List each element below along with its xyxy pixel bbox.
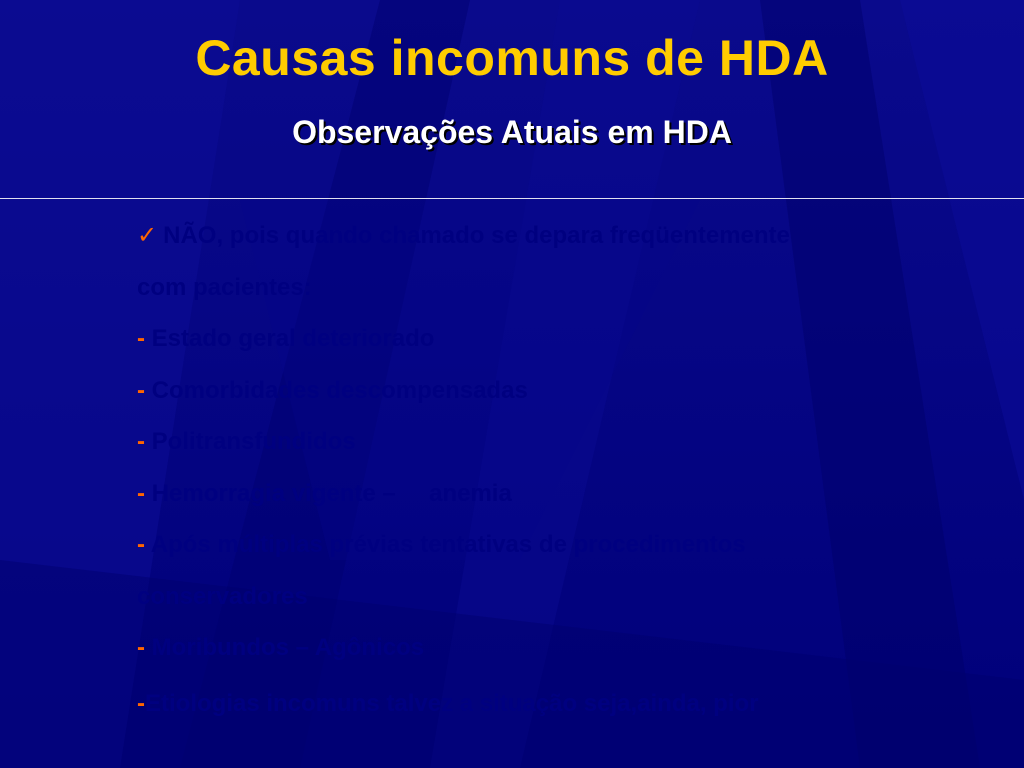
list-item-text: Estado geral deteriorado [151, 325, 435, 352]
list-item-last [137, 684, 937, 736]
intro-text-1: NÃO, pois quando chamado se depara freqüentemente [163, 222, 790, 249]
list-item [137, 422, 937, 474]
slide-body [137, 216, 937, 735]
list-item-text: Moribundos – Agônicos [151, 634, 425, 661]
list-item-text: Etiologias incomuns talvez a situação seja,ainda, pior [145, 689, 759, 717]
list-item-text: Após múltiplas prévias tentativas de procedimentos [150, 531, 746, 558]
dash-bullet: - [137, 428, 152, 455]
list-item-text: Comorbidades descompensadas [151, 376, 528, 404]
list-item-continuation: conservadores [137, 582, 308, 610]
dash-bullet: - [137, 479, 152, 507]
list-item [137, 628, 937, 680]
title-divider [0, 198, 1024, 199]
list-item [137, 474, 937, 526]
list-item [137, 525, 937, 577]
dash-bullet: - [137, 325, 152, 352]
dash-bullet: - [137, 376, 152, 404]
list-item [137, 319, 937, 371]
list-item [137, 371, 937, 423]
list-item-text: Politransfundidos [151, 428, 356, 455]
intro-line [137, 216, 937, 268]
list-item-text: Hemorragia vigente – anemia [151, 479, 512, 507]
intro-line-continued: com pacientes: [137, 273, 312, 301]
dash-bullet: - [137, 531, 151, 558]
dash-bullet: - [137, 689, 145, 717]
slide-subtitle: Observações Atuais em HDA [292, 114, 732, 150]
slide-title: Causas incomuns de HDA [195, 30, 829, 86]
dash-bullet: - [137, 634, 152, 661]
check-icon: ✓ [137, 222, 158, 249]
